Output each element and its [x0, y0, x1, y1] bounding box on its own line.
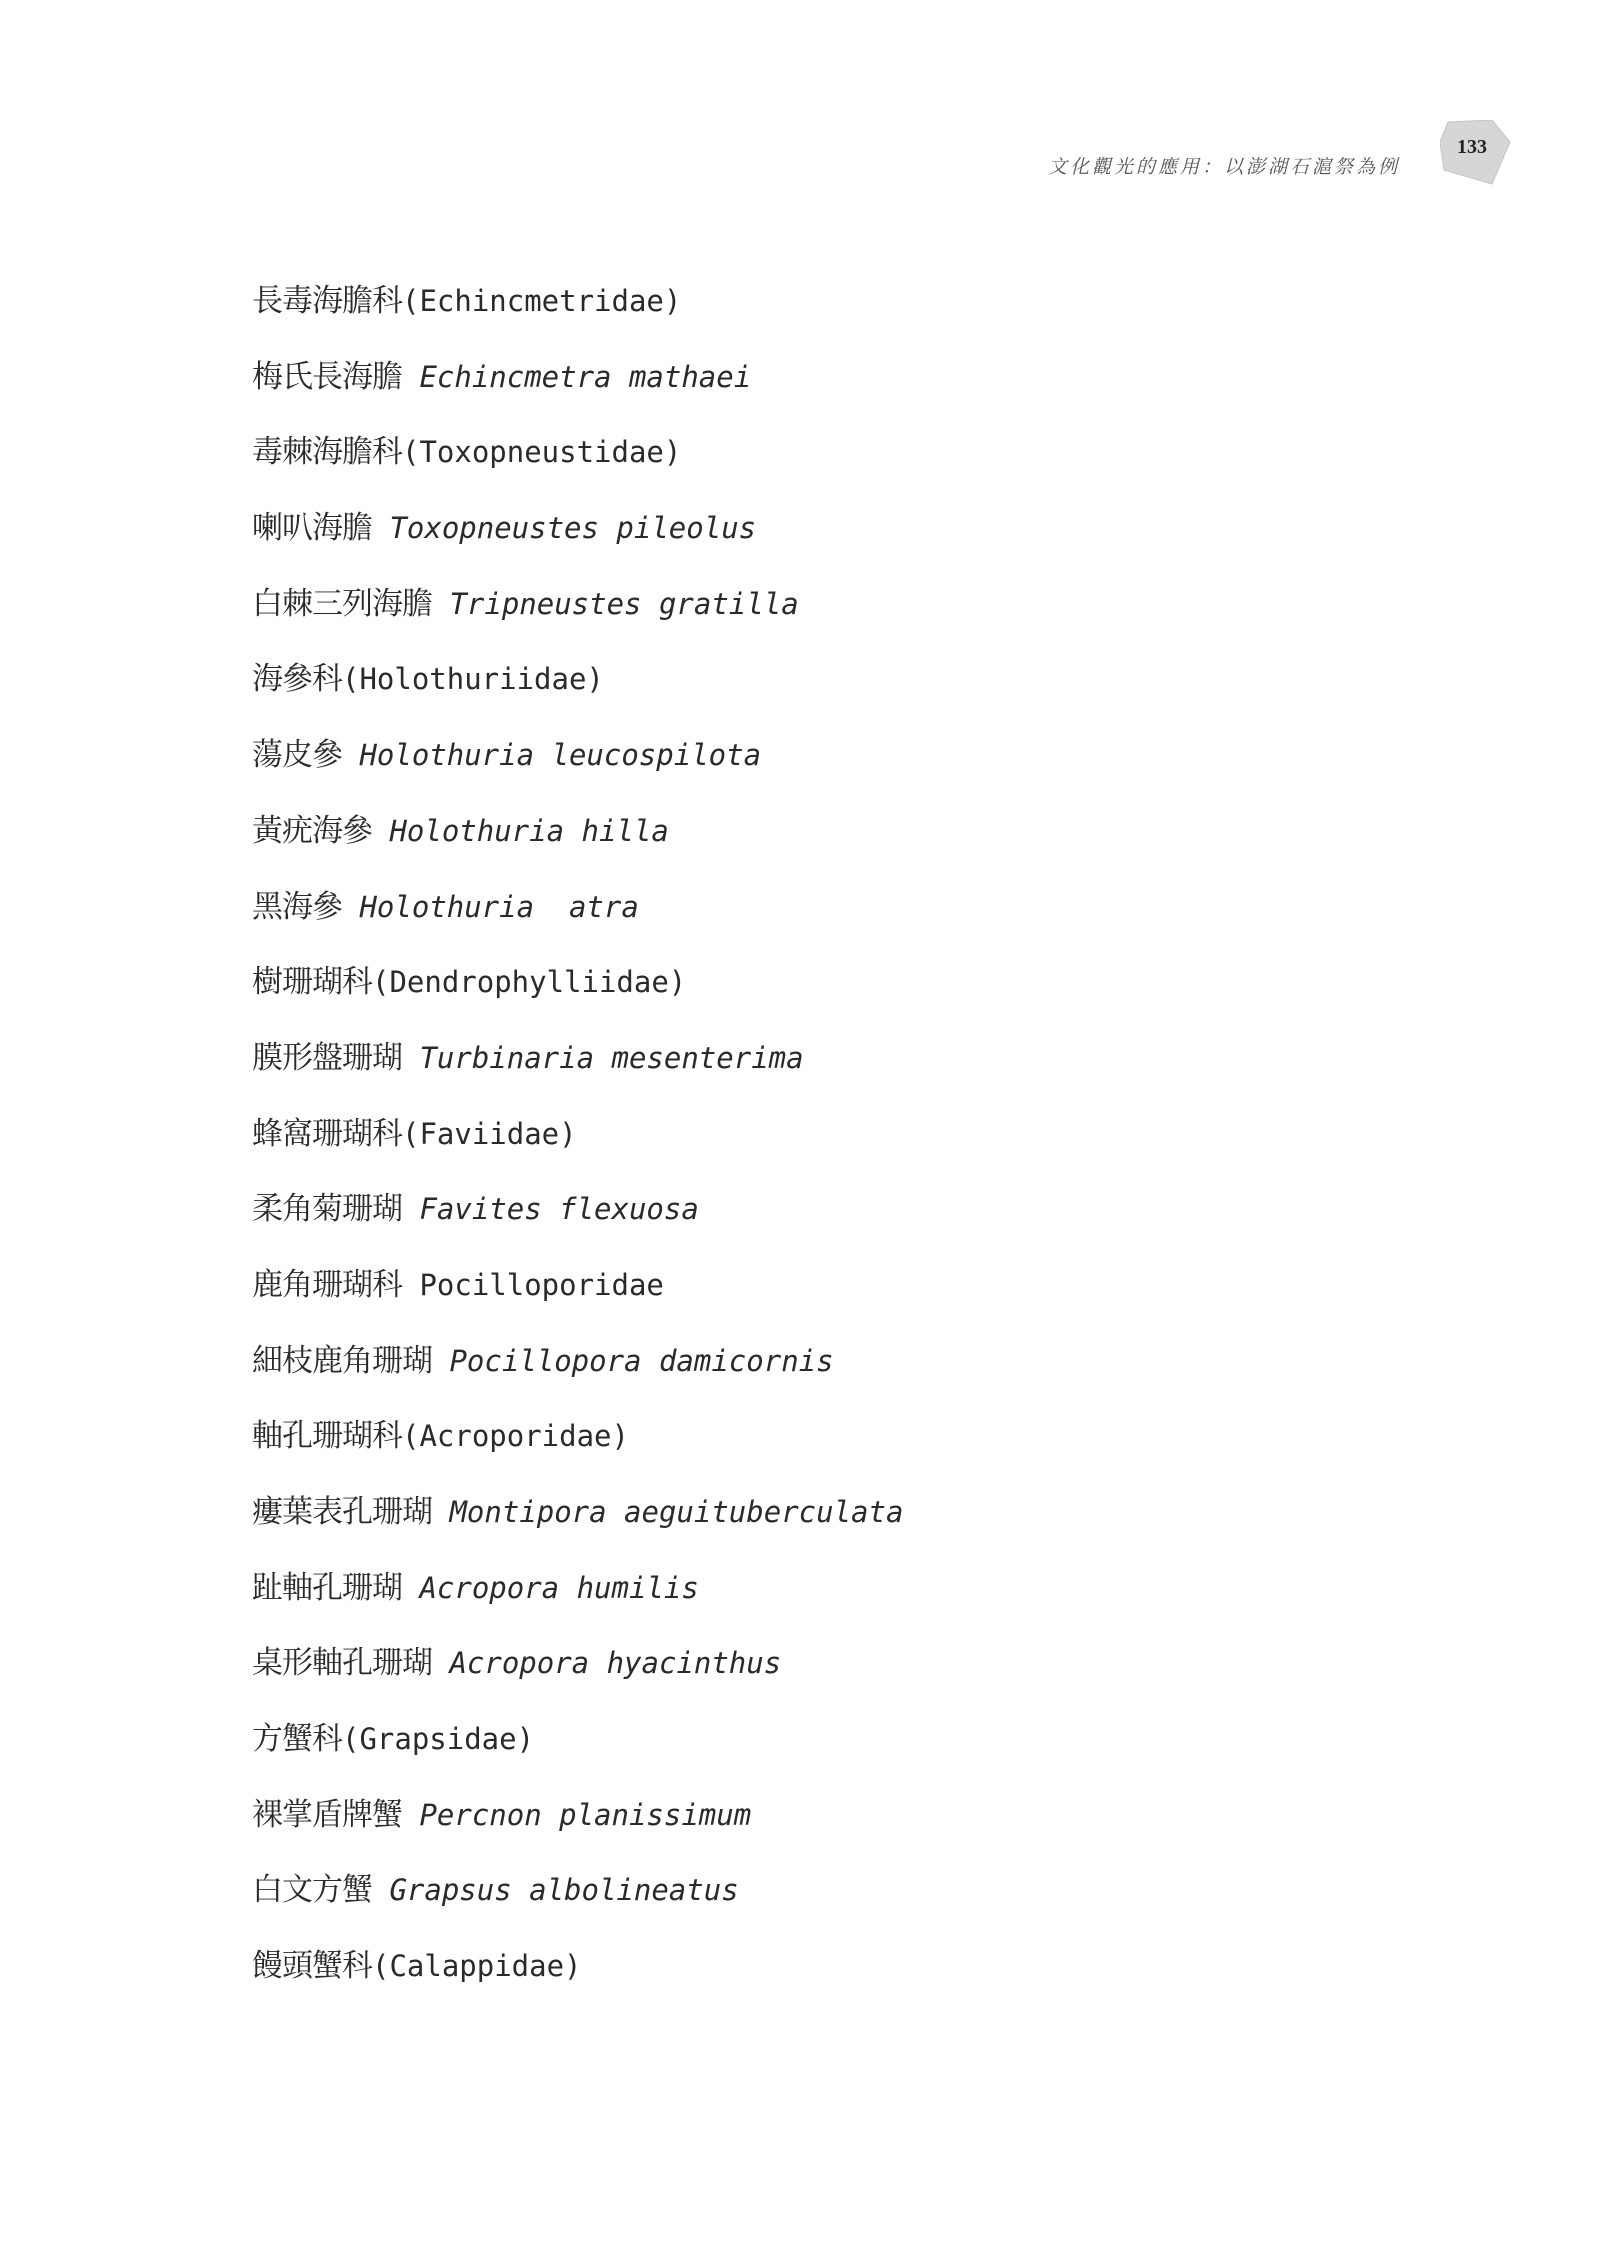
species-entry	[252, 732, 903, 808]
chinese-name: 長毒海膽科	[252, 283, 402, 319]
chinese-name: 膜形盤珊瑚	[252, 1039, 402, 1076]
chinese-name: 蕩皮參	[252, 737, 342, 774]
latin-name: Tripneustes gratilla	[432, 586, 799, 621]
species-list	[252, 278, 903, 2019]
latin-name: (Grapsidae)	[342, 1722, 535, 1757]
latin-name: Turbinaria mesenterima	[402, 1040, 804, 1075]
chinese-name: 梅氏長海膽	[252, 358, 402, 395]
latin-name: Favites flexuosa	[402, 1192, 699, 1227]
family-entry	[252, 429, 903, 505]
chinese-name: 海參科	[252, 661, 342, 698]
chinese-name: 瘻葉表孔珊瑚	[252, 1494, 432, 1530]
chinese-name: 喇叭海膽	[252, 510, 372, 547]
species-entry	[252, 1792, 903, 1868]
chinese-name: 樹珊瑚科	[252, 964, 372, 1001]
latin-name: (Holothuriidae)	[342, 662, 604, 697]
species-entry	[252, 1867, 903, 1943]
family-entry	[252, 1943, 903, 2019]
family-entry	[252, 1716, 903, 1792]
species-entry	[252, 1338, 903, 1414]
chinese-name: 白棘三列海膽	[252, 585, 432, 622]
family-entry	[252, 278, 903, 354]
species-entry	[252, 1035, 903, 1111]
latin-name: Toxopneustes pileolus	[372, 511, 757, 546]
chinese-name: 毒棘海膽科	[252, 434, 402, 471]
species-entry	[252, 354, 903, 430]
latin-name: (Toxopneustidae)	[402, 435, 682, 470]
chinese-name: 軸孔珊瑚科	[252, 1418, 402, 1455]
page-number-badge	[1440, 120, 1512, 186]
family-entry	[252, 656, 903, 732]
species-entry	[252, 1186, 903, 1262]
latin-name: Grapsus albolineatus	[372, 1873, 739, 1908]
latin-name: Pocilloporidae	[402, 1267, 664, 1302]
latin-name: Holothuria atra	[342, 889, 639, 924]
running-header: 文化觀光的應用：以澎湖石滬祭為例	[1047, 156, 1400, 178]
species-entry	[252, 581, 903, 657]
species-entry	[252, 1489, 903, 1565]
species-entry	[252, 505, 903, 581]
latin-name: Holothuria hilla	[372, 813, 669, 848]
chinese-name: 鹿角珊瑚科	[252, 1266, 402, 1303]
species-entry	[252, 884, 903, 960]
chinese-name: 柔角菊珊瑚	[252, 1191, 402, 1228]
family-entry	[252, 1262, 903, 1338]
latin-name: (Calappidae)	[372, 1949, 582, 1984]
chinese-name: 細枝鹿角珊瑚	[252, 1342, 432, 1379]
species-entry	[252, 1565, 903, 1641]
chinese-name: 饅頭蟹科	[252, 1948, 372, 1985]
chinese-name: 方蟹科	[252, 1721, 342, 1758]
family-entry	[252, 1111, 903, 1187]
chinese-name: 蜂窩珊瑚科	[252, 1115, 402, 1152]
family-entry	[252, 959, 903, 1035]
page-number: 133	[1457, 136, 1487, 158]
family-entry	[252, 1413, 903, 1489]
species-entry	[252, 808, 903, 884]
latin-name: Percnon planissimum	[402, 1797, 752, 1832]
latin-name: Acropora humilis	[402, 1570, 699, 1605]
latin-name: Holothuria leucospilota	[342, 738, 762, 773]
chinese-name: 桌形軸孔珊瑚	[252, 1645, 432, 1682]
latin-name: Acropora hyacinthus	[432, 1646, 782, 1681]
chinese-name: 白文方蟹	[252, 1872, 372, 1909]
chinese-name: 趾軸孔珊瑚	[252, 1569, 402, 1606]
latin-name: (Acroporidae)	[402, 1419, 629, 1454]
chinese-name: 黃疣海參	[252, 812, 372, 849]
latin-name: Pocillopora damicornis	[432, 1343, 834, 1378]
species-entry	[252, 1640, 903, 1716]
latin-name: Echincmetra mathaei	[402, 359, 752, 394]
chinese-name: 裸掌盾牌蟹	[252, 1796, 402, 1833]
latin-name: (Echincmetridae)	[402, 284, 682, 318]
latin-name: (Dendrophylliidae)	[372, 965, 687, 1000]
latin-name: (Faviidae)	[402, 1116, 577, 1151]
chinese-name: 黑海參	[252, 888, 342, 925]
latin-name: Montipora aeguituberculata	[432, 1495, 904, 1529]
